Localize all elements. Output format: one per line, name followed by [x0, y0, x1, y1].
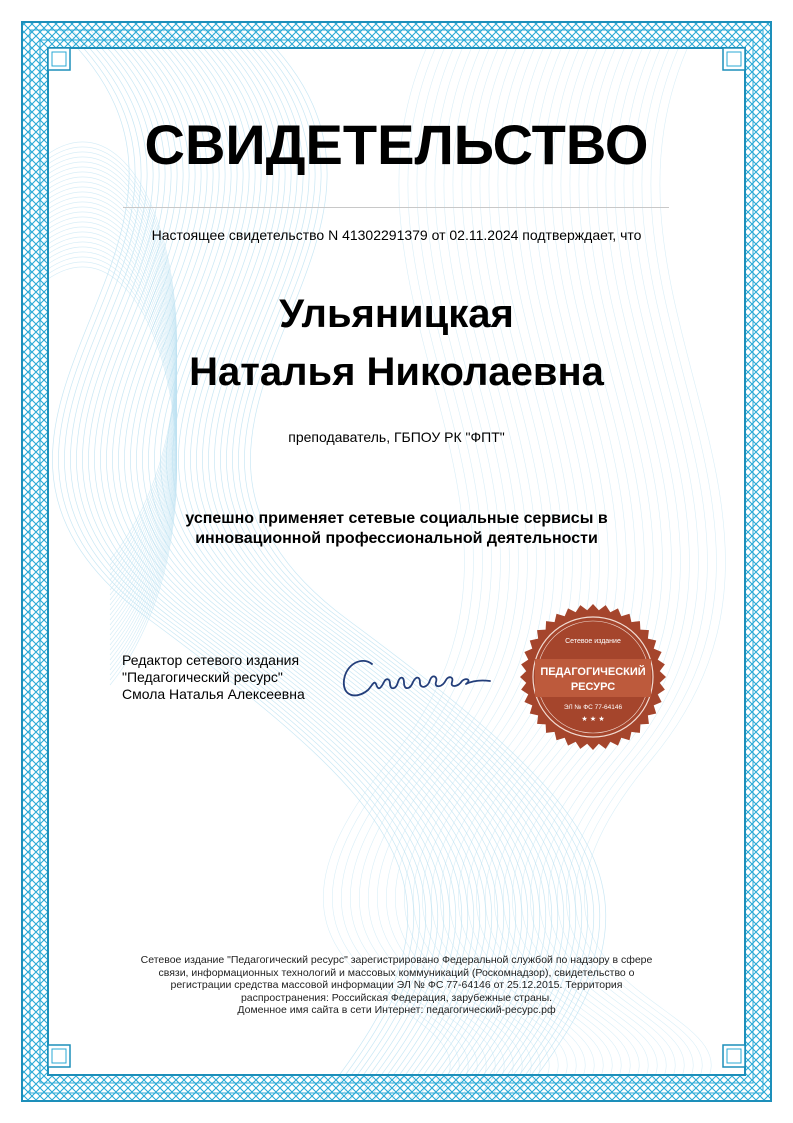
seal-stars: ★ ★ ★	[581, 715, 605, 723]
seal-name-line-1: ПЕДАГОГИЧЕСКИЙ	[540, 666, 646, 678]
footer-line-4: распространения: Российская Федерация, зарубежные страны.	[240, 991, 553, 1004]
registration-footer	[120, 954, 673, 1017]
recipient-surname: Ульяницкая	[279, 292, 514, 336]
footer-line-5: Доменное имя сайта в сети Интернет: педагогический-ресурс.рф	[237, 1004, 556, 1016]
editor-title: Редактор сетевого издания	[122, 652, 300, 668]
title-divider	[123, 207, 669, 208]
seal-registration: ЭЛ № ФС 77-64146	[563, 704, 623, 711]
seal-top-text: Сетевое издание	[565, 638, 621, 645]
publication-seal	[518, 602, 668, 752]
seal-name-line-2: РЕСУРС	[570, 681, 616, 693]
recipient-given-names: Наталья Николаевна	[189, 350, 604, 394]
editor-name: Смола Наталья Алексеевна	[122, 686, 305, 702]
guilloche-pattern	[40, 30, 725, 1100]
footer-line-3: регистрации средства массовой информации ЭЛ № ФС 77-64146 от 25.12.2015. Территория	[170, 979, 623, 991]
achievement-line-1: успешно применяет сетевые социальные сервисы в	[185, 510, 608, 527]
editor-block	[122, 652, 305, 703]
recipient-position: преподаватель, ГБПОУ РК "ФПТ"	[288, 429, 505, 445]
footer-line-1: Сетевое издание "Педагогический ресурс" зарегистрировано Федеральной службой по надзору в сфере	[140, 954, 653, 966]
achievement-line-2: инновационной профессиональной деятельности	[195, 530, 598, 547]
handwritten-signature	[338, 650, 498, 710]
certificate-title: СВИДЕТЕЛЬСТВО	[144, 113, 649, 176]
achievement-text	[0, 509, 793, 549]
footer-line-2: связи, информационных технологий и массовых коммуникаций (Роскомнадзор), свидетельство о	[158, 966, 635, 979]
editor-publication: "Педагогический ресурс"	[122, 669, 283, 685]
decorative-border	[22, 22, 771, 1101]
certificate-intro: Настоящее свидетельство N 41302291379 от 02.11.2024 подтверждает, что	[151, 227, 642, 243]
